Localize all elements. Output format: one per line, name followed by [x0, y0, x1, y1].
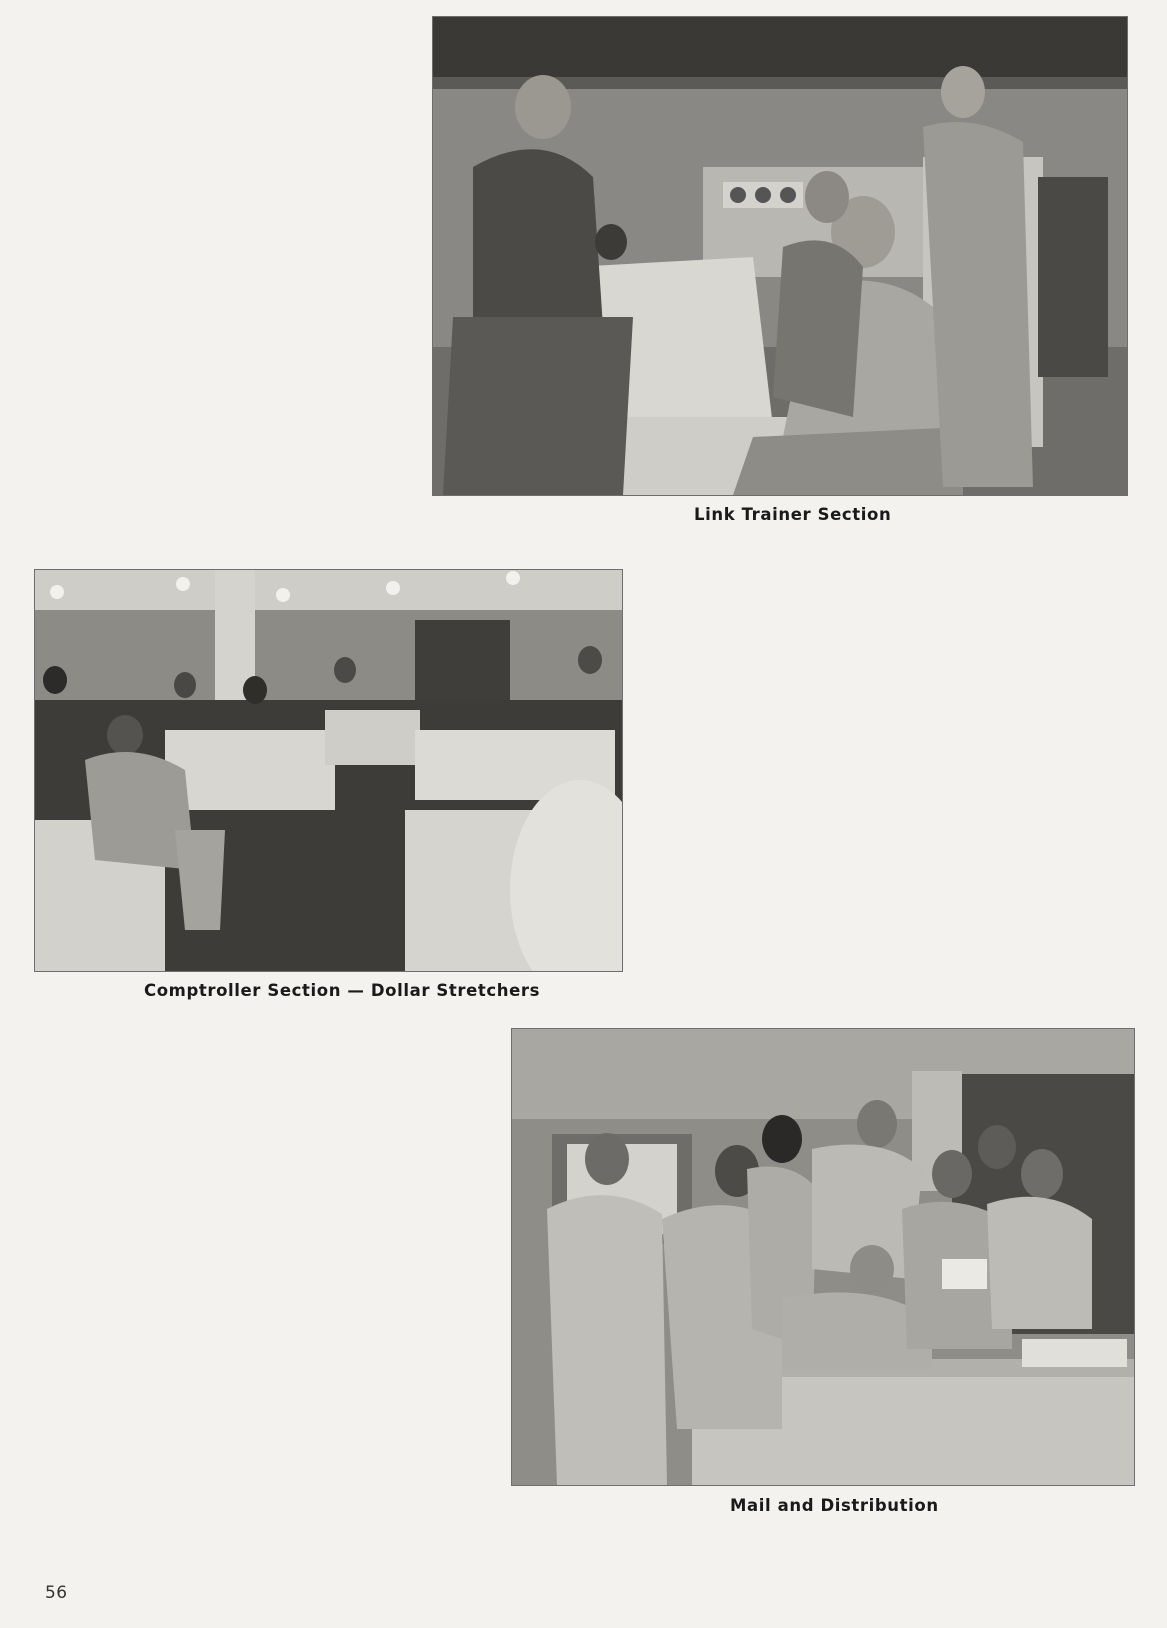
mail-distribution-illustration [512, 1029, 1134, 1485]
page-number: 56 [45, 1583, 68, 1603]
mail-distribution-caption: Mail and Distribution [730, 1496, 939, 1515]
link-trainer-photo [432, 16, 1128, 496]
link-trainer-illustration [433, 17, 1127, 495]
comptroller-caption: Comptroller Section — Dollar Stretchers [144, 981, 541, 1000]
mail-distribution-photo [511, 1028, 1135, 1486]
comptroller-photo [34, 569, 623, 972]
link-trainer-caption: Link Trainer Section [694, 505, 892, 524]
comptroller-illustration [35, 570, 622, 971]
